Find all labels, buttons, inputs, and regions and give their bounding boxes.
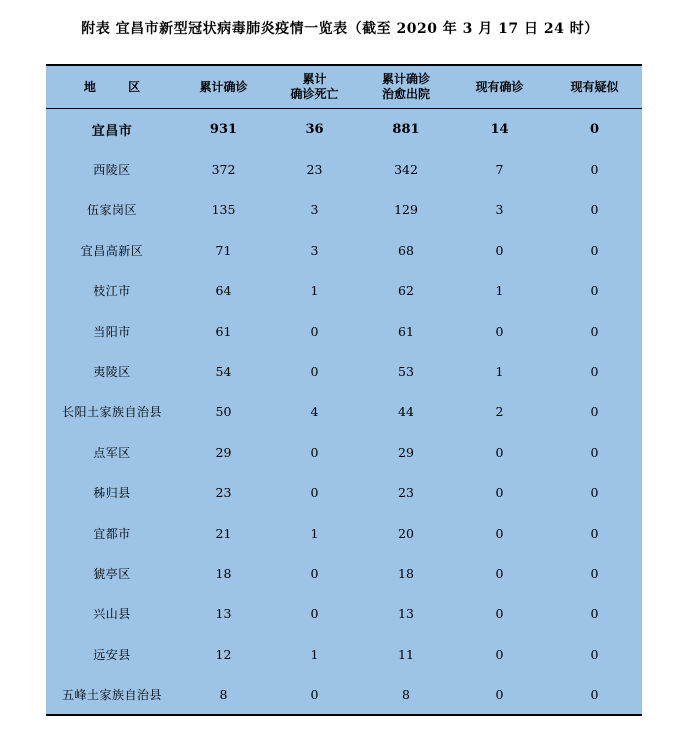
- recovered-cell: 342: [394, 162, 418, 178]
- epidemic-table: [46, 66, 642, 715]
- confirmed-cell: 61: [215, 323, 232, 339]
- region-cell: 当阳市: [93, 324, 131, 339]
- header-region: 地 区: [46, 66, 178, 109]
- table-row: [46, 513, 642, 553]
- current-confirmed-cell: 1: [495, 364, 504, 380]
- confirmed-cell: 18: [215, 565, 232, 581]
- table-row: [46, 149, 642, 189]
- current-confirmed-cell: 0: [495, 323, 504, 339]
- recovered-cell: 53: [398, 364, 414, 380]
- deaths-cell: 1: [310, 646, 319, 662]
- current-confirmed-cell: 0: [495, 242, 504, 258]
- current-confirmed-cell: 0: [495, 687, 504, 703]
- header-cumulative-recovered: [360, 66, 452, 109]
- region-cell: 西陵区: [93, 163, 131, 178]
- confirmed-cell: 64: [215, 283, 232, 299]
- current-confirmed-cell: 14: [490, 121, 509, 137]
- current-confirmed-cell: 1: [495, 283, 504, 299]
- recovered-cell: 62: [398, 283, 414, 299]
- current-confirmed-cell: 0: [495, 485, 504, 501]
- epidemic-table-container: [46, 64, 642, 716]
- header-cumulative-deaths: [269, 66, 360, 109]
- current-confirmed-cell: 7: [495, 162, 504, 178]
- table-header: [46, 66, 642, 109]
- recovered-cell: 29: [398, 444, 414, 460]
- recovered-cell: 20: [398, 525, 414, 541]
- suspected-cell: 0: [590, 444, 599, 460]
- table-body: [46, 109, 642, 715]
- confirmed-cell: 71: [215, 242, 232, 258]
- recovered-cell: 23: [398, 485, 414, 501]
- table-row: [46, 311, 642, 351]
- confirmed-cell: 29: [215, 444, 232, 460]
- suspected-cell: 0: [590, 525, 599, 541]
- region-cell: 远安县: [93, 647, 131, 662]
- deaths-cell: 0: [310, 323, 319, 339]
- recovered-cell: 13: [398, 606, 414, 622]
- table-row: [46, 674, 642, 714]
- suspected-cell: 0: [590, 283, 599, 299]
- recovered-cell: 8: [402, 687, 410, 703]
- suspected-cell: 0: [590, 606, 599, 622]
- header-cumulative-deaths-line1: 累计: [302, 72, 327, 86]
- suspected-cell: 0: [590, 404, 599, 420]
- recovered-cell: 11: [398, 646, 414, 662]
- region-cell: 五峰土家族自治县: [61, 688, 162, 703]
- confirmed-cell: 54: [215, 364, 232, 380]
- region-cell: 猇亭区: [93, 566, 131, 581]
- confirmed-cell: 372: [211, 162, 236, 178]
- deaths-cell: 4: [310, 404, 319, 420]
- confirmed-cell: 13: [215, 606, 232, 622]
- current-confirmed-cell: 0: [495, 565, 504, 581]
- table-row: [46, 351, 642, 391]
- header-cumulative-deaths-line2: 确诊死亡: [290, 87, 339, 101]
- suspected-cell: 0: [590, 202, 599, 218]
- header-cumulative-recovered-line1: 累计确诊: [381, 72, 430, 86]
- deaths-cell: 0: [310, 687, 319, 703]
- recovered-cell: 44: [398, 404, 414, 420]
- recovered-cell: 881: [392, 121, 420, 137]
- confirmed-cell: 135: [211, 202, 236, 218]
- header-cumulative-recovered-line2: 治愈出院: [381, 87, 430, 101]
- deaths-cell: 23: [306, 162, 323, 178]
- confirmed-cell: 8: [219, 687, 228, 703]
- deaths-cell: 3: [310, 242, 319, 258]
- deaths-cell: 3: [310, 202, 319, 218]
- table-row: [46, 594, 642, 634]
- deaths-cell: 0: [310, 565, 319, 581]
- header-current-confirmed: 现有确诊: [452, 66, 547, 109]
- current-confirmed-cell: 0: [495, 444, 504, 460]
- current-confirmed-cell: 3: [495, 202, 504, 218]
- table-row: [46, 432, 642, 472]
- region-cell: 伍家岗区: [86, 203, 137, 218]
- confirmed-cell: 21: [215, 525, 232, 541]
- deaths-cell: 0: [310, 364, 319, 380]
- table-row: [46, 473, 642, 513]
- deaths-cell: 0: [310, 444, 319, 460]
- header-cumulative-confirmed: 累计确诊: [178, 66, 269, 109]
- region-cell: 兴山县: [93, 607, 131, 622]
- current-confirmed-cell: 0: [495, 525, 504, 541]
- region-cell: 宜昌高新区: [80, 243, 144, 258]
- recovered-cell: 68: [398, 242, 414, 258]
- suspected-cell: 0: [590, 565, 599, 581]
- table-row: [46, 190, 642, 230]
- deaths-cell: 1: [310, 283, 319, 299]
- region-cell: 枝江市: [93, 284, 131, 299]
- table-row: [46, 634, 642, 674]
- region-cell: 点军区: [93, 445, 131, 460]
- suspected-cell: 0: [590, 687, 599, 703]
- suspected-cell: 0: [590, 323, 599, 339]
- recovered-cell: 61: [398, 323, 414, 339]
- region-cell: 秭归县: [93, 486, 131, 501]
- table-row: [46, 271, 642, 311]
- table-row: [46, 392, 642, 432]
- table-row: [46, 230, 642, 270]
- region-cell: 宜昌市: [91, 123, 133, 139]
- confirmed-cell: 50: [215, 404, 232, 420]
- region-cell: 宜都市: [93, 526, 131, 541]
- suspected-cell: 0: [590, 364, 599, 380]
- deaths-cell: 0: [310, 606, 319, 622]
- suspected-cell: 0: [590, 646, 599, 662]
- deaths-cell: 0: [310, 485, 319, 501]
- header-current-suspected: 现有疑似: [547, 66, 642, 109]
- document-title: 附表 宜昌市新型冠状病毒肺炎疫情一览表（截至 2020 年 3 月 17 日 24 时）: [81, 21, 599, 37]
- table-row-total: [46, 109, 642, 150]
- current-confirmed-cell: 2: [495, 404, 504, 420]
- table-row: [46, 553, 642, 593]
- region-cell: 夷陵区: [93, 365, 131, 380]
- confirmed-cell: 23: [215, 485, 232, 501]
- suspected-cell: 0: [590, 242, 599, 258]
- suspected-cell: 0: [589, 121, 600, 137]
- suspected-cell: 0: [590, 485, 599, 501]
- recovered-cell: 129: [394, 202, 418, 218]
- confirmed-cell: 12: [215, 646, 232, 662]
- header-row: [46, 66, 642, 109]
- current-confirmed-cell: 0: [495, 606, 504, 622]
- confirmed-cell: 931: [209, 121, 238, 137]
- deaths-cell: 1: [310, 525, 319, 541]
- deaths-cell: 36: [305, 121, 324, 137]
- region-cell: 长阳土家族自治县: [61, 405, 162, 420]
- current-confirmed-cell: 0: [495, 646, 504, 662]
- suspected-cell: 0: [590, 162, 599, 178]
- recovered-cell: 18: [398, 565, 414, 581]
